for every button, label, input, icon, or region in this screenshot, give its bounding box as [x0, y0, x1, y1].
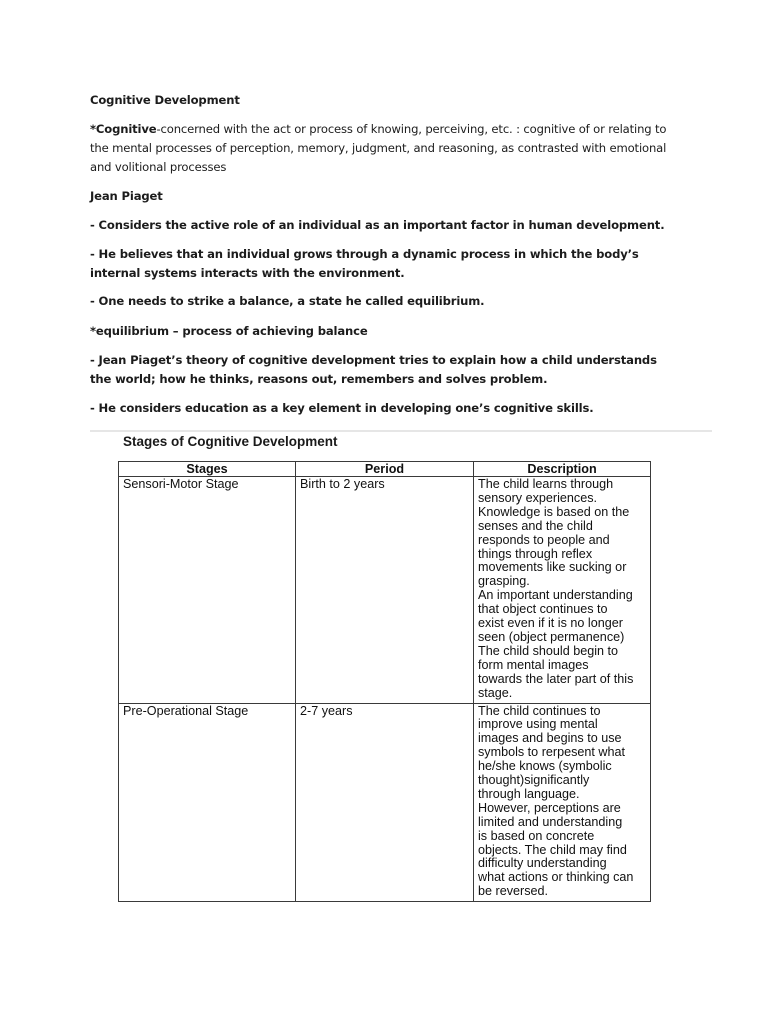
paragraph-education: - He considers education as a key element in developing one’s cognitive skills.	[90, 401, 594, 415]
paragraph-dynamic-process: - He believes that an individual grows through a dynamic process in which the body’s internal systems interacts with the environment.	[90, 247, 639, 280]
section-divider	[90, 430, 712, 432]
period-cell: Birth to 2 years	[296, 477, 474, 704]
table-heading: Stages of Cognitive Development	[123, 434, 338, 449]
stage-cell: Pre-Operational Stage	[119, 703, 296, 902]
table-row	[119, 477, 651, 704]
definition-text: -concerned with the act or process of knowing, perceiving, etc. : cognitive of or relating to the mental processes of perception, memory, judgment, and reasoning, as contrasted with emotional and volitional processes	[90, 122, 667, 174]
paragraph-balance: - One needs to strike a balance, a state he called equilibrium.	[90, 294, 485, 308]
section-subheading: Jean Piaget	[90, 189, 163, 203]
paragraph-equilibrium-definition: *equilibrium – process of achieving balance	[90, 324, 368, 338]
table-row	[119, 703, 651, 902]
paragraph-active-role: - Considers the active role of an individual as an important factor in human development.	[90, 218, 665, 232]
table-header-row	[119, 462, 651, 477]
description-cell: The child learns through sensory experiences. Knowledge is based on the senses and the child responds to people and things through reflex movements like sucking or grasping. An important understanding that object continues to exist even if it is no longer seen (object permanence) The child should begin to form mental images towards the later part of this stage.	[474, 477, 651, 704]
document-title: Cognitive Development	[90, 93, 240, 107]
stages-table	[118, 461, 651, 902]
column-header-stages: Stages	[119, 462, 296, 477]
definition-paragraph	[90, 120, 680, 177]
definition-term: *Cognitive	[90, 122, 157, 136]
stage-cell: Sensori-Motor Stage	[119, 477, 296, 704]
column-header-description: Description	[474, 462, 651, 477]
column-header-period: Period	[296, 462, 474, 477]
period-cell: 2-7 years	[296, 703, 474, 902]
description-cell: The child continues to improve using mental images and begins to use symbols to rerpesent what he/she knows (symbolic thought)significantly through language. However, perceptions are limited and understanding is based on concrete objects. The child may find difficulty understanding what actions or thinking can be reversed.	[474, 703, 651, 902]
paragraph-piaget-theory: - Jean Piaget’s theory of cognitive development tries to explain how a child understands the world; how he thinks, reasons out, remembers and solves problem.	[90, 353, 657, 386]
